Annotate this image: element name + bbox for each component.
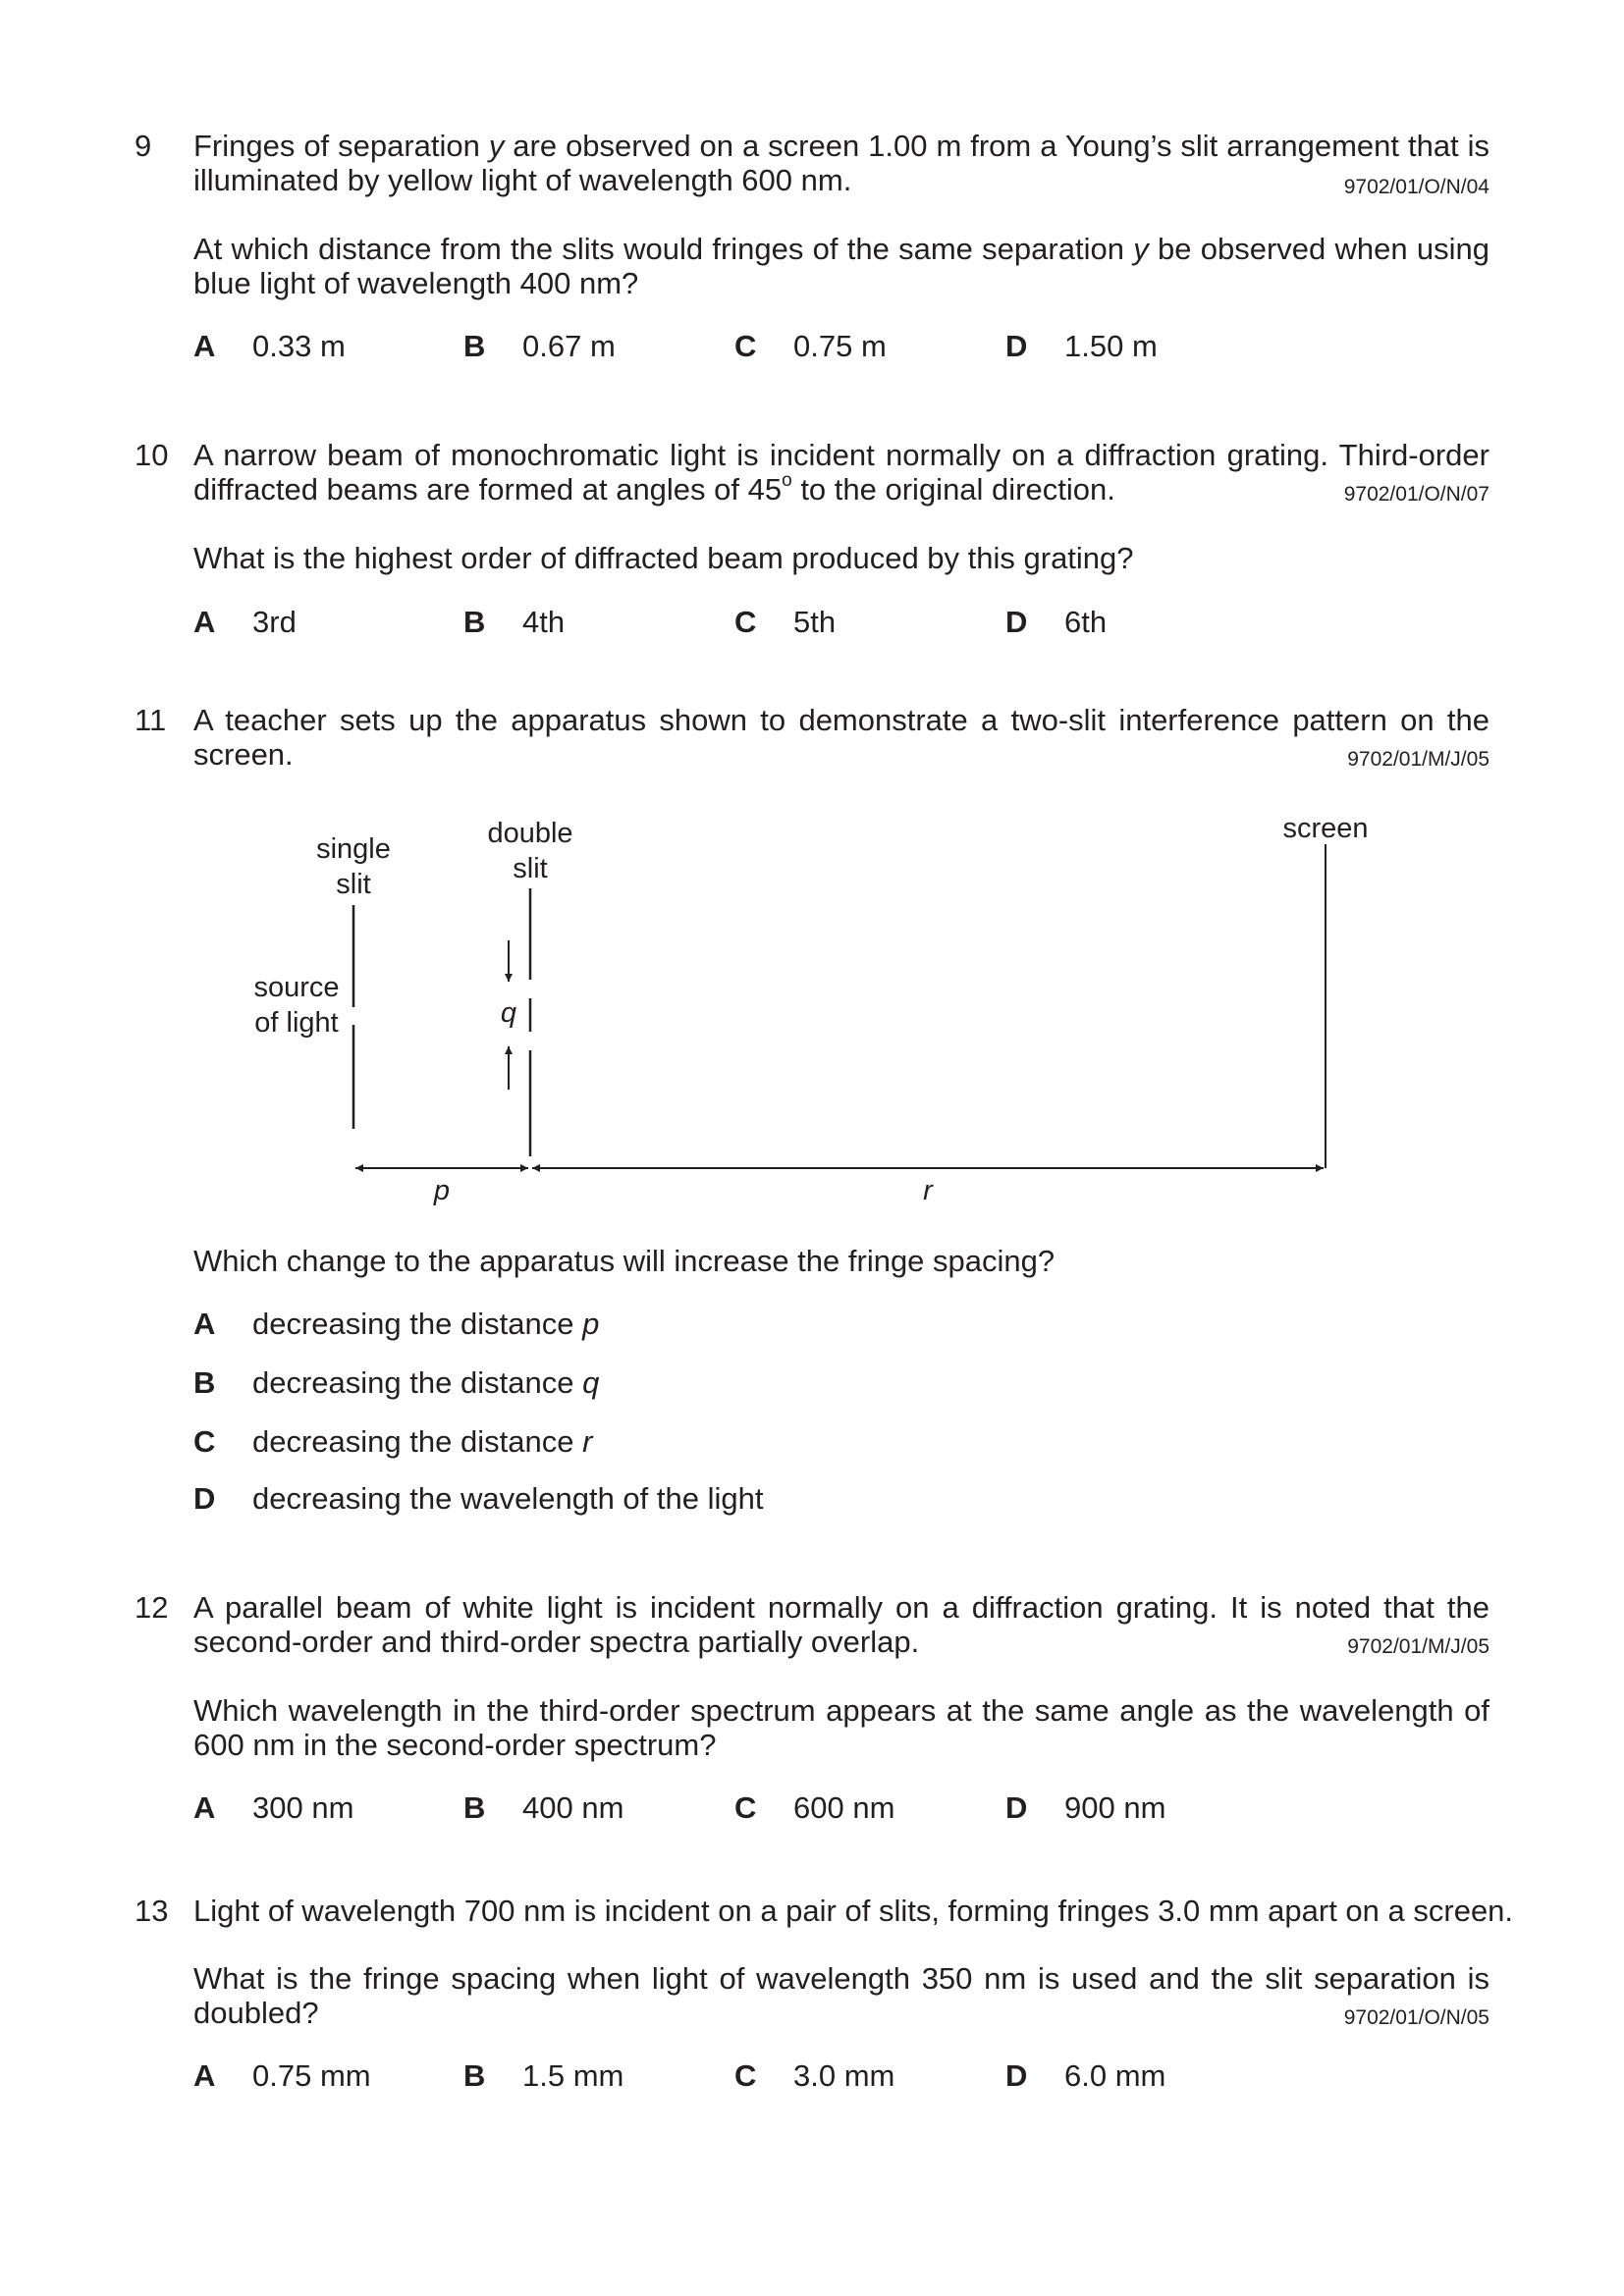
option-d[interactable]: D 6.0 mm [1005,2058,1166,2093]
option-d[interactable]: D 900 nm [1005,1790,1166,1825]
question-prompt: Which wavelength in the third-order spectrum appears at the same angle as the wavelength of 600 nm in the second-order spectrum? [193,1693,1489,1762]
option-b[interactable]: B 4th [463,605,566,639]
option-b[interactable]: B decreasing the distance q [193,1365,600,1400]
screen-label: screen [1282,813,1369,844]
question-body [193,1590,1489,1659]
double-slit-label-line2: slit [513,853,548,884]
option-d[interactable]: D 1.50 m [1005,329,1158,363]
past-paper-reference: 9702/01/M/J/05 [1347,1635,1489,1658]
option-d[interactable]: D 6th [1005,605,1108,639]
option-c[interactable]: C 5th [734,605,837,639]
option-c[interactable]: C 600 nm [734,1790,895,1825]
question-number: 10 [135,438,169,472]
past-paper-reference: 9702/01/O/N/04 [1343,176,1489,198]
source-label-line1: source [253,972,340,1003]
question-prompt: At which distance from the slits would fringes of the same separation y be observed when using blue light of wavelength 400 nm? [193,232,1489,300]
past-paper-reference: 9702/01/O/N/07 [1343,483,1489,506]
option-b[interactable]: B 1.5 mm [463,2058,624,2093]
question-number: 13 [135,1894,169,1928]
question-stem: Light of wavelength 700 nm is incident on a pair of slits, forming fringes 3.0 mm apart on a screen. [193,1894,1514,1928]
r-label: r [923,1175,933,1206]
question-prompt: What is the fringe spacing when light of wavelength 350 nm is used and the slit separation is doubled? [193,1961,1489,2030]
option-c[interactable]: C 0.75 m [734,329,887,363]
option-a[interactable]: A 300 nm [193,1790,354,1825]
q-label: q [500,997,517,1029]
question-stem: A teacher sets up the apparatus shown to demonstrate a two-slit interference pattern on the screen. [193,703,1489,772]
double-slit-label-line1: double [487,818,573,849]
option-c[interactable]: C 3.0 mm [734,2058,895,2093]
option-a[interactable]: A decreasing the distance p [193,1307,600,1341]
question-body [193,1894,1514,1928]
question-number: 9 [135,129,152,163]
source-label-line2: of light [254,1007,339,1039]
single-slit-label-line1: single [316,833,391,865]
question-stem: Fringes of separation y are observed on a screen 1.00 m from a Young’s slit arrangement that is illuminated by yellow light of wavelength 600 nm. [193,129,1490,197]
option-c[interactable]: C decreasing the distance r [193,1424,593,1459]
past-paper-reference: 9702/01/O/N/05 [1343,2006,1489,2029]
question-number: 12 [135,1590,169,1625]
option-a[interactable]: A 0.75 mm [193,2058,371,2093]
option-a[interactable]: A 0.33 m [193,329,346,363]
option-a[interactable]: A 3rd [193,605,297,639]
past-paper-reference: 9702/01/M/J/05 [1347,748,1489,771]
option-b[interactable]: B 0.67 m [463,329,616,363]
question-prompt: Which change to the apparatus will increase the fringe spacing? [193,1244,1056,1278]
question-number: 11 [135,703,167,737]
option-b[interactable]: B 400 nm [463,1790,624,1825]
question-stem: A parallel beam of white light is incident normally on a diffraction grating. It is noted that the second-order and third-order spectra partially overlap. [193,1590,1489,1659]
p-label: p [433,1175,451,1206]
question-stem: A narrow beam of monochromatic light is incident normally on a diffraction grating. Third-order diffracted beams are formed at angles of 45$^o$ to the original direction. [193,438,1489,507]
option-d[interactable]: D decreasing the wavelength of the light [193,1481,764,1516]
single-slit-label-line2: slit [336,869,371,900]
question-prompt: What is the highest order of diffracted beam produced by this grating? [193,541,1134,575]
